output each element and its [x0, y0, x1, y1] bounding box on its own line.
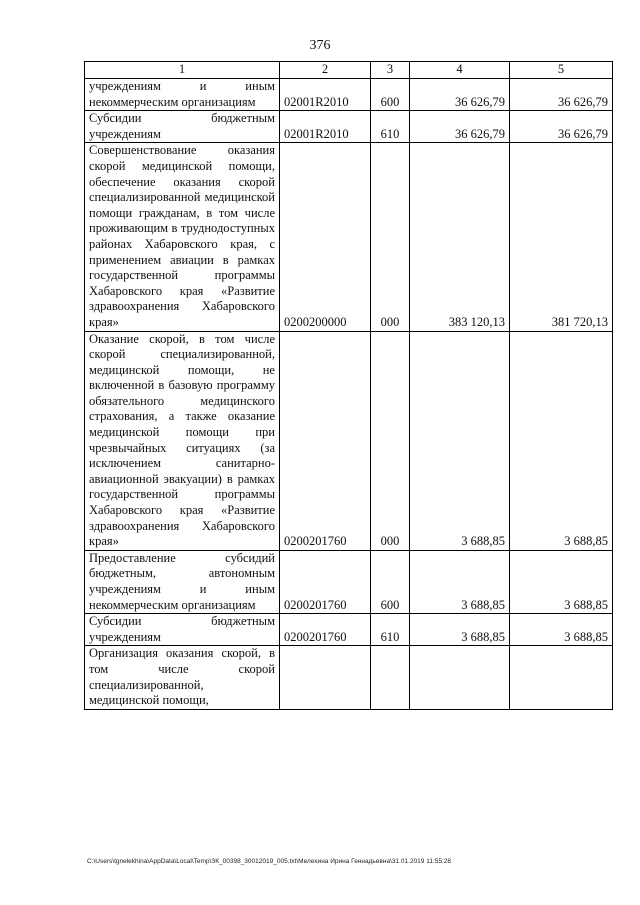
table-row: [85, 614, 613, 646]
table-header-row: [85, 62, 613, 79]
table-row: [85, 79, 613, 111]
row-amount-1: 36 626,79: [410, 111, 510, 143]
table-row: [85, 111, 613, 143]
column-header: 2: [280, 62, 371, 79]
row-amount-2: 381 720,13: [510, 143, 613, 331]
row-amount-1: 3 688,85: [410, 331, 510, 550]
row-amount-2: 36 626,79: [510, 111, 613, 143]
row-amount-1: [410, 646, 510, 709]
row-amount-2: 36 626,79: [510, 79, 613, 111]
row-target-code: [280, 646, 371, 709]
table-row: [85, 550, 613, 613]
table-row: [85, 646, 613, 709]
table-row: [85, 331, 613, 550]
page-number: 376: [309, 38, 331, 53]
column-header: 1: [85, 62, 280, 79]
row-expense-type: [371, 646, 410, 709]
column-header: 5: [510, 62, 613, 79]
row-description: Совершенствование оказания скорой медицинской помощи, обеспечение оказания скорой специализированной медицинской помощи гражданам, в том числе проживающим в труднодоступных районах Хабаровского края, с применением авиации в рамках государственной программы Хабаровского края «Развитие здравоохранения Хабаровского края»: [85, 143, 280, 331]
row-amount-1: 383 120,13: [410, 143, 510, 331]
row-amount-2: 3 688,85: [510, 331, 613, 550]
file-path-footer: C:\Users\tgnelekhina\AppData\Local\Temp\ЗК_00398_30012019_005.txt\Мелехина Ирина Геннадьевна\31.01.2019 11:55:28: [87, 858, 452, 865]
row-target-code: 0200201760: [280, 550, 371, 613]
row-description: Предоставление субсидий бюджетным, автономным учреждениям и иным некоммерческим организациям: [85, 550, 280, 613]
row-target-code: 0200200000: [280, 143, 371, 331]
row-amount-1: 3 688,85: [410, 614, 510, 646]
row-amount-2: [510, 646, 613, 709]
row-target-code: 02001R2010: [280, 111, 371, 143]
row-description: Оказание скорой, в том числе скорой специализированной, медицинской помощи, не включенной в базовую программу обязательного медицинского страхования, а также оказание медицинской помощи при чрезвычайных ситуациях (за исключением санитарно-авиационной эвакуации) в рамках государственной программы Хабаровского края «Развитие здравоохранения Хабаровского края»: [85, 331, 280, 550]
row-expense-type: 600: [371, 79, 410, 111]
row-amount-2: 3 688,85: [510, 614, 613, 646]
row-expense-type: 000: [371, 331, 410, 550]
row-description: Субсидии бюджетным учреждениям: [85, 111, 280, 143]
row-target-code: 02001R2010: [280, 79, 371, 111]
row-target-code: 0200201760: [280, 331, 371, 550]
row-expense-type: 600: [371, 550, 410, 613]
table-row: [85, 143, 613, 331]
row-amount-1: 3 688,85: [410, 550, 510, 613]
row-expense-type: 000: [371, 143, 410, 331]
column-header: 3: [371, 62, 410, 79]
row-amount-1: 36 626,79: [410, 79, 510, 111]
column-header: 4: [410, 62, 510, 79]
row-amount-2: 3 688,85: [510, 550, 613, 613]
row-expense-type: 610: [371, 111, 410, 143]
row-target-code: 0200201760: [280, 614, 371, 646]
row-expense-type: 610: [371, 614, 410, 646]
row-description: Субсидии бюджетным учреждениям: [85, 614, 280, 646]
row-description: Организация оказания скорой, в том числе скорой специализированной, медицинской помощи,: [85, 646, 280, 709]
row-description: учреждениям и иным некоммерческим организациям: [85, 79, 280, 111]
budget-table: [84, 61, 613, 710]
